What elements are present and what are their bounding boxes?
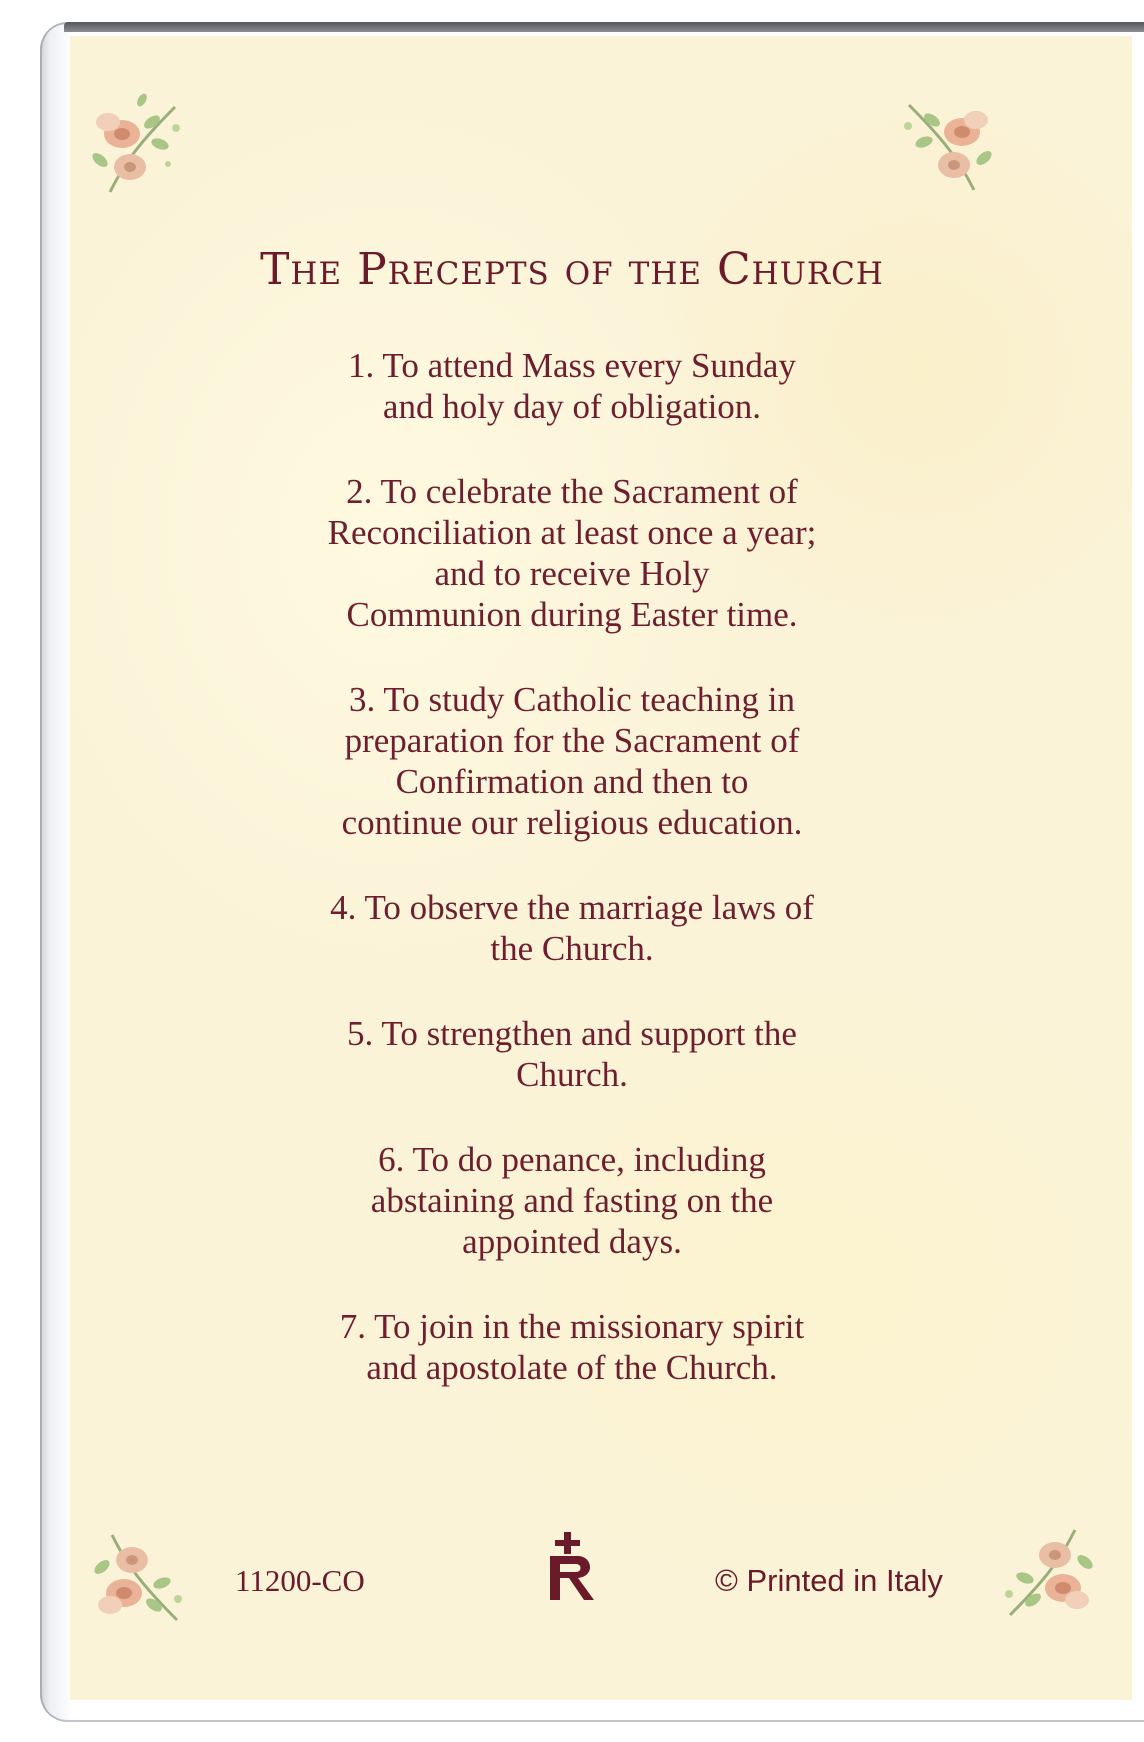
precept-line: appointed days. — [462, 1222, 682, 1261]
precept-item — [272, 471, 872, 635]
precept-line: the Church. — [490, 929, 654, 968]
product-code: 11200-CO — [235, 1563, 365, 1598]
precept-line: 5. To strengthen and support the — [347, 1014, 797, 1053]
precept-item — [272, 1139, 872, 1262]
precept-line: 7. To join in the missionary spirit — [339, 1307, 805, 1346]
precept-line: 6. To do penance, including — [378, 1140, 766, 1179]
precept-line: Confirmation and then to — [395, 762, 749, 801]
precept-item — [272, 1013, 872, 1095]
precept-line: 4. To observe the marriage laws of — [330, 888, 814, 927]
floral-corner-icon — [80, 82, 210, 212]
precept-line: 3. To study Catholic teaching in — [348, 680, 795, 719]
precept-line: continue our religious education. — [341, 803, 803, 842]
precept-line: and apostolate of the Church. — [366, 1348, 778, 1387]
precept-item — [272, 1306, 872, 1388]
card-title: The Precepts of the Church — [260, 244, 884, 295]
precept-line: abstaining and fasting on the — [370, 1181, 774, 1220]
precept-line: and to receive Holy — [434, 554, 710, 593]
precept-line: preparation for the Sacrament of — [344, 721, 800, 760]
precept-line: 2. To celebrate the Sacrament of — [346, 472, 798, 511]
precepts-list — [272, 345, 872, 1432]
floral-corner-icon — [874, 80, 1004, 210]
precept-line: Church. — [516, 1055, 628, 1094]
sleeve-top-edge — [64, 22, 1144, 32]
copyright-notice: © Printed in Italy — [715, 1563, 943, 1598]
precept-line: and holy day of obligation. — [382, 387, 762, 426]
cross-r-publisher-mark-icon — [544, 1530, 600, 1602]
precept-item — [272, 887, 872, 969]
precept-item — [272, 345, 872, 427]
precept-line: 1. To attend Mass every Sunday — [348, 346, 796, 385]
floral-corner-icon — [975, 1510, 1105, 1640]
precept-line: Communion during Easter time. — [346, 595, 798, 634]
floral-corner-icon — [82, 1515, 212, 1645]
precept-item — [272, 679, 872, 843]
precept-line: Reconciliation at least once a year; — [327, 513, 817, 552]
